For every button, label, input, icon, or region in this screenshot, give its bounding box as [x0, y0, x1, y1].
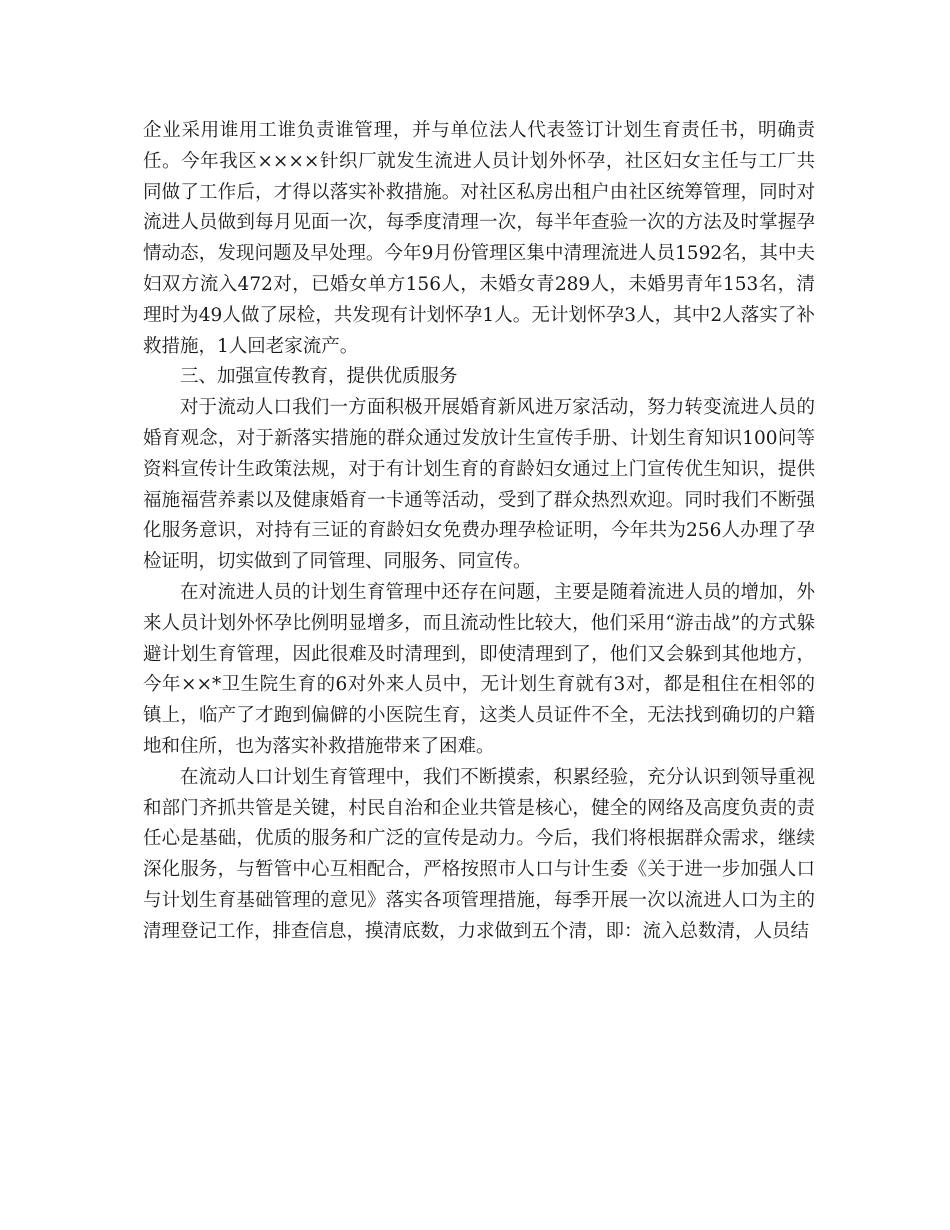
paragraph-existing-problems: 在对流进人员的计划生育管理中还存在问题，主要是随着流进人员的增加，外来人员计划外怀孕比例明显增多，而且流动性比较大，他们采用“游击战”的方式躲避计划生育管理，因此很难及时清理到，即使清理到了，他们又会躲到其他地方，今年××*卫生院生育的6对外来人员中，无计划生育就有3对，都是租住在相邻的镇上，临产了才跑到偏僻的小医院生育，这类人员证件不全，无法找到确切的户籍地和住所，也为落实补救措施带来了困难。 — [143, 581, 815, 757]
section-heading-publicity-service: 三、加强宣传教育，提供优质服务 — [180, 366, 458, 388]
paragraph-future-work: 在流动人口计划生育管理中，我们不断摸索，积累经验，充分认识到领导重视和部门齐抓共管是关键，村民自治和企业共管是核心，健全的网络及高度负责的责任心是基础，优质的服务和广泛的宣传是动力。今后，我们将根据群众需求，继续深化服务，与暂管中心互相配合，严格按照市人口与计生委《关于进一步加强人口与计划生育基础管理的意见》落实各项管理措施，每季开展一次以流进人口为主的清理登记工作，排查信息，摸清底数，力求做到五个清，即：流入总数清，人员结 — [143, 766, 815, 942]
paragraph-publicity-education: 对于流动人口我们一方面积极开展婚育新风进万家活动，努力转变流进人员的婚育观念，对于新落实措施的群众通过发放计生宣传手册、计划生育知识100问等资料宣传计生政策法规，对于有计划生育的育龄妇女通过上门宣传优生知识，提供福施福营养素以及健康婚育一卡通等活动，受到了群众热烈欢迎。同时我们不断强化服务意识，对持有三证的育龄妇女免费办理孕检证明，今年共为256人办理了孕检证明，切实做到了同管理、同服务、同宣传。 — [143, 397, 815, 573]
document-body — [143, 116, 815, 948]
paragraph-responsibility-management: 企业采用谁用工谁负责谁管理，并与单位法人代表签订计划生育责任书，明确责任。今年我区××××针织厂就发生流进人员计划外怀孕，社区妇女主任与工厂共同做了工作后，才得以落实补救措施。对社区私房出租户由社区统筹管理，同时对流进人员做到每月见面一次，每季度清理一次，每半年查验一次的方法及时掌握孕情动态，发现问题及早处理。今年9月份管理区集中清理流进人员1592名，其中夫妇双方流入472对，已婚女单方156人，未婚女青289人，未婚男青年153名，清理时为49人做了尿检，共发现有计划怀孕1人。无计划怀孕3人，其中2人落实了补救措施，1人回老家流产。 — [143, 120, 815, 357]
